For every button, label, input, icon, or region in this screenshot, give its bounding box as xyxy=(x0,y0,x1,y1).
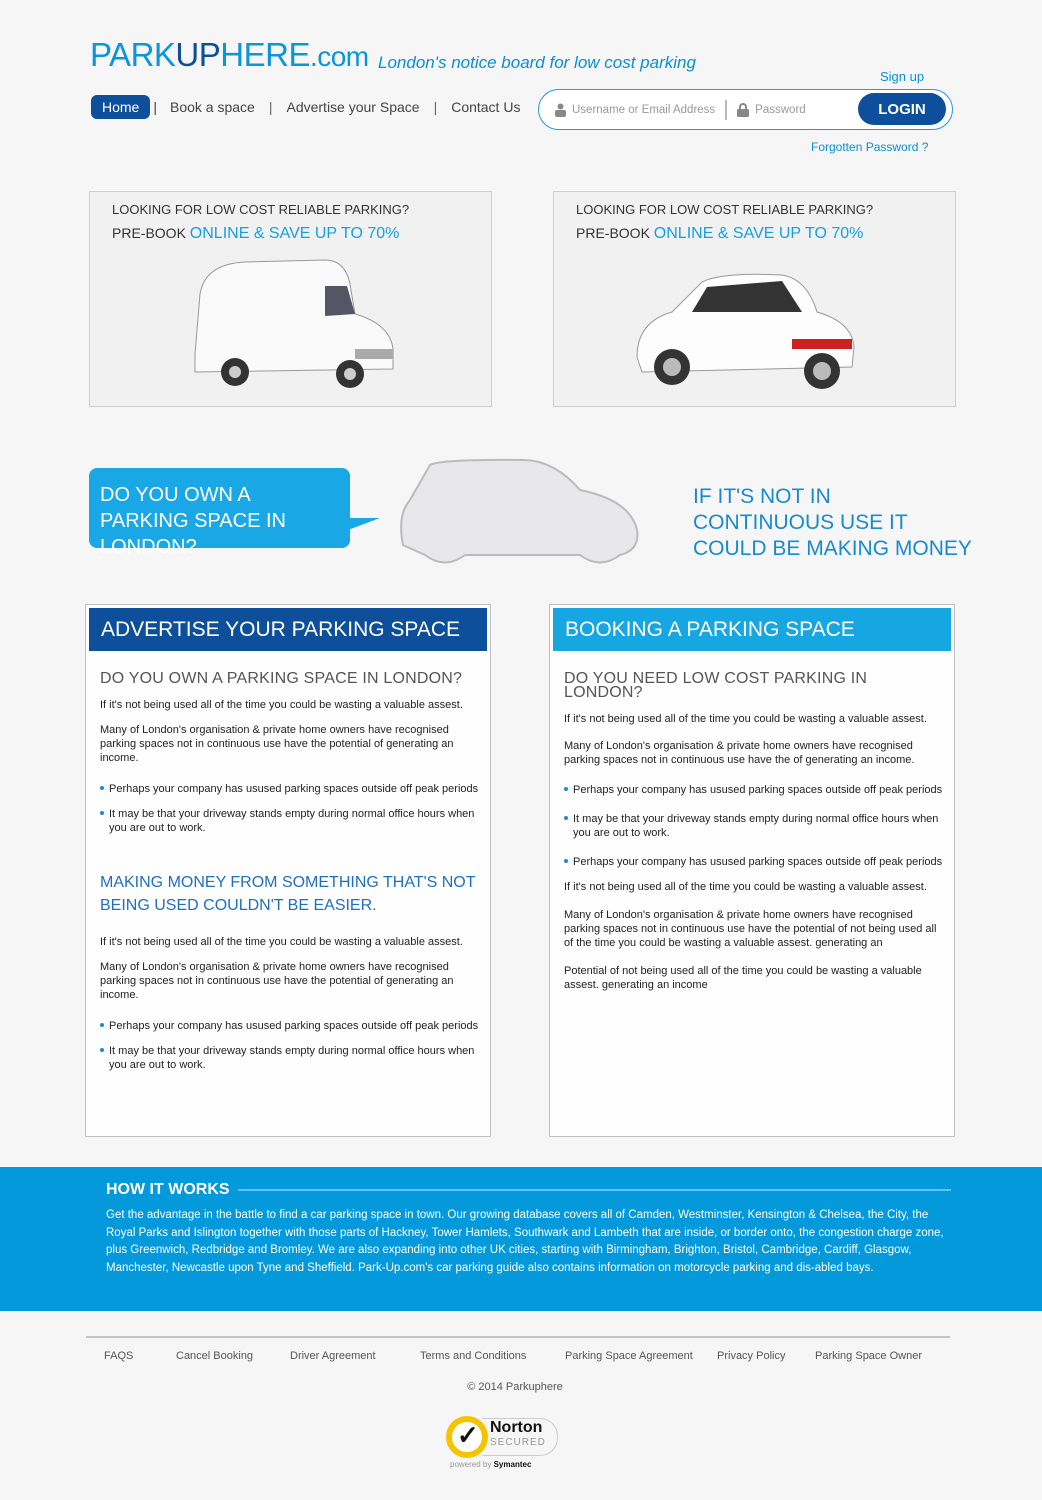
footer-link-parking-space-agreement[interactable]: Parking Space Agreement xyxy=(565,1350,693,1362)
copyright: © 2014 Parkuphere xyxy=(467,1381,563,1393)
tagline: London's notice board for low cost parking xyxy=(378,53,696,72)
footer-divider xyxy=(86,1336,950,1338)
footer-link-faqs[interactable]: FAQS xyxy=(104,1350,134,1362)
paragraph: Many of London's organisation & private home owners have recognised parking spaces not in continuous use have the potential of not being used all of the time you could be wasting a valuable assest. generating an xyxy=(564,909,937,949)
nav-advertise-space[interactable]: Advertise your Space xyxy=(286,99,420,115)
own-parking-bubble: DO YOU OWN A PARKING SPACE IN LONDON? xyxy=(89,468,350,548)
paragraph: Potential of not being used all of the time you could be wasting a valuable assest. generating an income xyxy=(564,965,922,991)
footer-link-terms[interactable]: Terms and Conditions xyxy=(420,1350,527,1362)
username-field[interactable] xyxy=(555,103,715,117)
password-field[interactable] xyxy=(737,103,806,117)
paragraph: If it's not being used all of the time you could be wasting a valuable assest. xyxy=(564,713,927,725)
car-image xyxy=(632,267,862,397)
footer-link-cancel-booking[interactable]: Cancel Booking xyxy=(176,1350,254,1362)
footer-link-driver-agreement[interactable]: Driver Agreement xyxy=(290,1350,376,1362)
promo-heading: LOOKING FOR LOW COST RELIABLE PARKING? xyxy=(576,202,874,217)
norton-text: Norton xyxy=(490,1419,543,1436)
footer-link-privacy-policy[interactable]: Privacy Policy xyxy=(717,1350,786,1362)
nav-home[interactable]: Home xyxy=(91,95,150,119)
nav-separator: | xyxy=(153,99,157,115)
paragraph: Many of London's organisation & private home owners have recognised parking spaces not in continuous use have the potential of generating an income. xyxy=(100,724,454,764)
paragraph: Many of London's organisation & private home owners have recognised parking spaces not in continuous use have the of generating an income. xyxy=(564,740,915,766)
how-it-works-text: Get the advantage in the battle to find a car parking space in town. Our growing database covers all of Camden, Westminster, Kensington & Chelsea, the City, the Royal Parks and Islington together with those parts of Hackney, Tower Hamlets, Southwark and Lambeth that are inside, or border onto, the congestion charge zone, plus Greenwich, Redbridge and Bromley. We are also expanding into other UK cities, starting with Birmingham, Brighton, Bristol, Cambridge, Cardiff, Glasgow, Manchester, Newcastle upon Tyne and Sheffield. Park-Up.com's car parking guide also contains information on motorcycle parking and dis-abled bays. xyxy=(106,1209,944,1274)
bullet-item: It may be that your driveway stands empty during normal office hours when you are out to work. xyxy=(564,812,943,840)
section-heading: DO YOU NEED LOW COST PARKING IN LONDON? xyxy=(564,670,868,701)
checkmark-icon: ✓ xyxy=(446,1416,488,1458)
promo-offer: PRE-BOOK ONLINE & SAVE UP TO 70% xyxy=(112,225,400,242)
footer-link-parking-space-owner[interactable]: Parking Space Owner xyxy=(815,1350,922,1362)
logo-part: PARK xyxy=(90,36,176,73)
bullet-item: Perhaps your company has usused parking spaces outside off peak periods xyxy=(100,782,479,796)
nav-book-space[interactable]: Book a space xyxy=(170,99,255,115)
user-icon xyxy=(555,103,566,117)
logo-part: .com xyxy=(309,41,369,72)
section-heading: DO YOU OWN A PARKING SPACE IN LONDON? xyxy=(100,670,463,687)
forgot-password-link[interactable]: Forgotten Password ? xyxy=(811,140,929,154)
logo-part: HERE xyxy=(220,36,310,73)
advertise-panel xyxy=(85,604,491,1137)
logo[interactable] xyxy=(90,36,369,74)
login-bar xyxy=(538,89,953,130)
paragraph: If it's not being used all of the time you could be wasting a valuable assest. xyxy=(100,699,463,711)
section-heading: MAKING MONEY FROM SOMETHING THAT'S NOT BEING USED COULDN'T BE EASIER. xyxy=(100,874,476,914)
promo-box-van[interactable] xyxy=(89,191,492,407)
secured-text: SECURED xyxy=(490,1437,546,1448)
booking-panel xyxy=(549,604,955,1137)
password-placeholder: Password xyxy=(755,103,806,116)
bullet-item: It may be that your driveway stands empty during normal office hours when you are out to work. xyxy=(100,807,479,835)
bullet-item: It may be that your driveway stands empty during normal office hours when you are out to work. xyxy=(100,1044,479,1072)
promo-box-car[interactable] xyxy=(553,191,956,407)
continuous-use-text: IF IT'S NOT IN CONTINUOUS USE IT COULD BE MAKING MONEY xyxy=(693,485,972,560)
username-placeholder: Username or Email Address xyxy=(572,103,716,116)
bullet-item: Perhaps your company has usused parking spaces outside off peak periods xyxy=(564,855,943,869)
paragraph: If it's not being used all of the time you could be wasting a valuable assest. xyxy=(564,881,927,893)
powered-by: powered by Symantec xyxy=(450,1460,532,1469)
van-image xyxy=(175,254,405,404)
booking-panel-title: BOOKING A PARKING SPACE xyxy=(553,608,951,651)
field-divider xyxy=(725,100,727,120)
how-it-works-title: HOW IT WORKS xyxy=(106,1181,944,1199)
nav-contact-us[interactable]: Contact Us xyxy=(451,99,521,115)
promo-heading: LOOKING FOR LOW COST RELIABLE PARKING? xyxy=(112,202,410,217)
bullet-item: Perhaps your company has usused parking spaces outside off peak periods xyxy=(100,1019,479,1033)
main-nav xyxy=(91,95,520,119)
paragraph: If it's not being used all of the time you could be wasting a valuable assest. xyxy=(100,936,463,948)
bullet-item: Perhaps your company has usused parking spaces outside off peak periods xyxy=(564,783,943,797)
sign-up-link[interactable]: Sign up xyxy=(880,69,925,84)
advertise-panel-title: ADVERTISE YOUR PARKING SPACE xyxy=(89,608,487,651)
logo-part: UP xyxy=(175,36,221,73)
car-silhouette-icon xyxy=(395,455,645,570)
login-button[interactable]: LOGIN xyxy=(858,93,946,125)
lock-icon xyxy=(737,103,749,117)
norton-secured-badge[interactable] xyxy=(446,1410,558,1472)
nav-separator: | xyxy=(433,99,438,115)
paragraph: Many of London's organisation & private home owners have recognised parking spaces not in continuous use have the potential of generating an income. xyxy=(100,961,454,1001)
promo-offer: PRE-BOOK ONLINE & SAVE UP TO 70% xyxy=(576,225,864,242)
nav-separator: | xyxy=(268,99,273,115)
how-it-works-section xyxy=(0,1167,1042,1311)
